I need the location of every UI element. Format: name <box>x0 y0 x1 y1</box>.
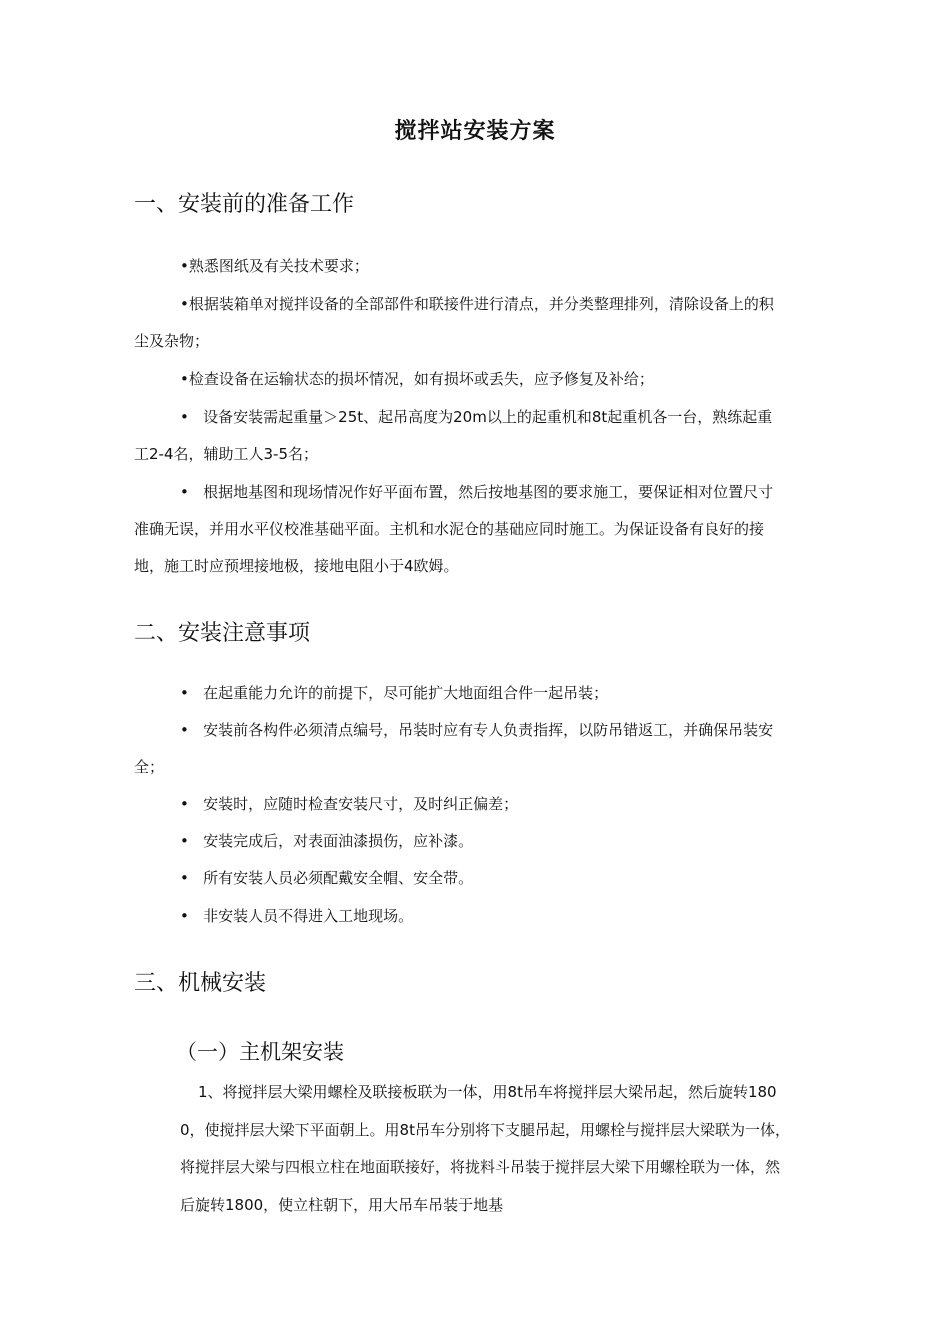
paragraph-line: 全； <box>134 758 165 776</box>
paragraph-line: • 安装时，应随时检查安装尺寸，及时纠正偏差； <box>180 795 519 813</box>
section-3-heading: 三、机械安装 <box>134 971 267 996</box>
paragraph-line: 0，使搅拌层大梁下平面朝上。用8t吊车分别将下支腿吊起，用螺栓与搅拌层大梁联为一体， <box>180 1121 790 1139</box>
paragraph-line: 将搅拌层大梁与四根立柱在地面联接好，将拢料斗吊装于搅拌层大梁下用螺栓联为一体，然 <box>180 1158 781 1176</box>
paragraph-line: 1、将搅拌层大梁用螺栓及联接板联为一体，用8t吊车将搅拌层大梁吊起，然后旋转180 <box>198 1083 777 1101</box>
section-1-heading: 一、安装前的准备工作 <box>134 192 355 217</box>
document-title: 搅拌站安装方案 <box>394 119 556 144</box>
subsection-heading: （一）主机架安装 <box>176 1040 344 1064</box>
paragraph-line: 尘及杂物； <box>134 332 210 350</box>
paragraph-line: •根据装箱单对搅拌设备的全部部件和联接件进行清点，并分类整理排列，清除设备上的积 <box>180 295 774 313</box>
paragraph-line: 地，施工时应预埋接地极，接地电阻小于4欧姆。 <box>134 557 459 575</box>
paragraph-line: 准确无误，并用水平仪校准基础平面。主机和水泥仓的基础应同时施工。为保证设备有良好的接 <box>134 520 765 538</box>
paragraph-line: 工2-4名，辅助工人3-5名； <box>134 445 318 463</box>
paragraph-line: • 所有安装人员必须配戴安全帽、安全带。 <box>180 869 474 887</box>
paragraph-line: •熟悉图纸及有关技术要求； <box>180 257 369 275</box>
paragraph-line: • 非安装人员不得进入工地现场。 <box>180 907 414 925</box>
paragraph-line: • 安装完成后，对表面油漆损伤，应补漆。 <box>180 832 474 850</box>
paragraph-line: • 安装前各构件必须清点编号，吊装时应有专人负责指挥，以防吊错返工，并确保吊装安 <box>180 721 774 739</box>
paragraph-line: • 在起重能力允许的前提下，尽可能扩大地面组合件一起吊装； <box>180 684 609 702</box>
paragraph-line: • 根据地基图和现场情况作好平面布置，然后按地基图的要求施工，要保证相对位置尺寸 <box>180 483 774 501</box>
paragraph-line: • 设备安装需起重量＞25t、起吊高度为20m以上的起重机和8t起重机各一台，熟练起重 <box>180 408 773 426</box>
paragraph-line: •检查设备在运输状态的损坏情况，如有损坏或丢失，应予修复及补给； <box>180 370 654 388</box>
section-2-heading: 二、安装注意事项 <box>134 621 311 646</box>
paragraph-line: 后旋转1800，使立柱朝下，用大吊车吊装于地基 <box>180 1196 504 1214</box>
